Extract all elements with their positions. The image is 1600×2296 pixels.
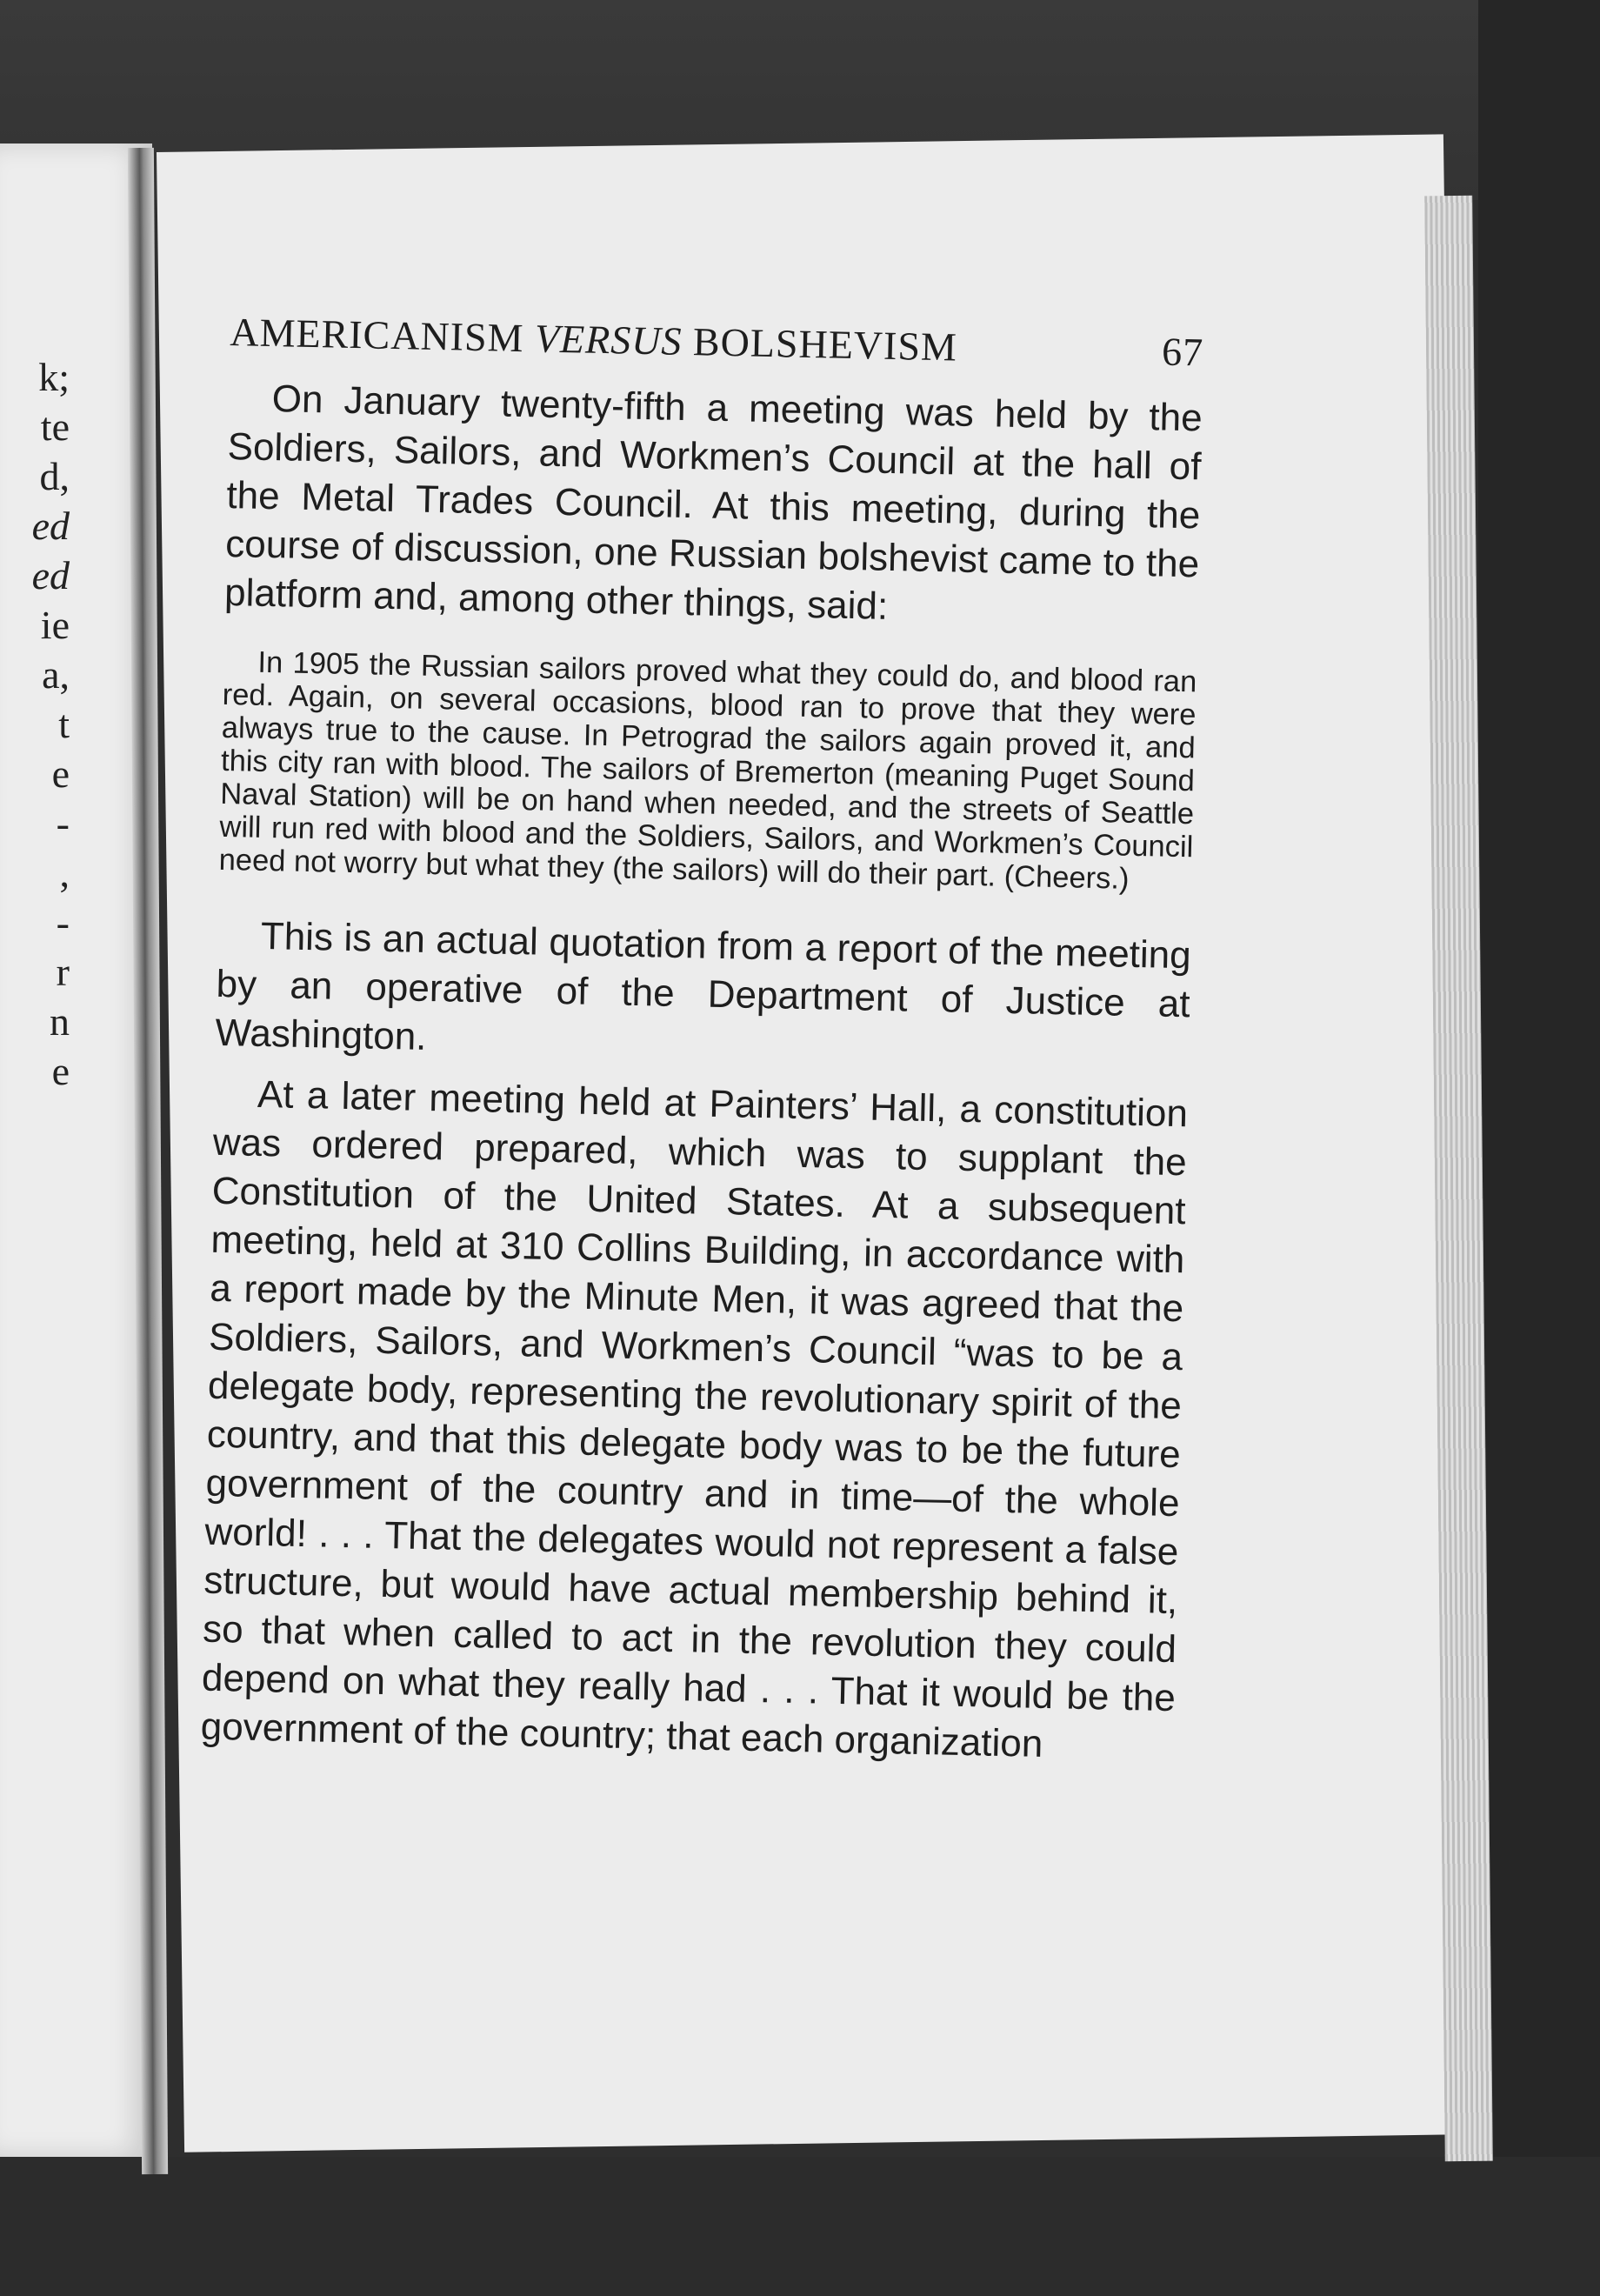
left-fragment: e bbox=[51, 751, 70, 796]
title-italic: VERSUS bbox=[534, 316, 683, 364]
background-bottom bbox=[0, 2157, 1600, 2296]
left-fragment: ed bbox=[31, 504, 70, 548]
page-number: 67 bbox=[1161, 329, 1204, 375]
left-page-text-fragments bbox=[0, 352, 70, 1096]
left-fragment: k; bbox=[38, 355, 70, 399]
left-fragment: r bbox=[56, 950, 70, 994]
title-part-2: BOLSHEVISM bbox=[681, 318, 958, 370]
background-right bbox=[1478, 0, 1600, 2296]
left-fragment: ed bbox=[31, 553, 70, 597]
left-fragment: a, bbox=[42, 652, 70, 697]
paragraph-3: At a later meeting held at Painters’ Hall, a constitution was ordered prepared, which was to supplant the Constitution of the United States. At a subsequent meeting, held at 310 Collins Building, in accordance with a report made by the Minute Men, it was agreed that the Soldiers, Sailors, and Workmen’s Council “was to be a delegate body, representing the revolutionary spirit of the country, and that this delegate body was to be the future government of the country and in time—of the whole world! . . . That the delegates would not represent a false structure, but would have actual membership behind it, so that when called to act in the revolution they could depend on what they really had . . . That it would be the government of the country; that each organization bbox=[200, 1072, 1189, 1765]
left-fragment: - bbox=[56, 900, 70, 944]
title-part-1: AMERICANISM bbox=[229, 309, 536, 361]
left-fragment: t bbox=[58, 702, 70, 746]
page-content bbox=[200, 309, 1203, 1772]
paragraph-2: This is an actual quotation from a report of the meeting by an operative of the Department of Justice at Washington. bbox=[215, 914, 1192, 1058]
left-fragment: e bbox=[51, 1049, 70, 1093]
left-fragment: te bbox=[40, 404, 70, 449]
left-fragment: - bbox=[56, 801, 70, 845]
left-fragment: n bbox=[50, 999, 70, 1044]
block-quote: In 1905 the Russian sailors proved what they could do, and blood ran red. Again, on several occasions, blood ran to prove that they were always true to the cause. In Petrograd the sailors again proved it, and this city ran with blood. The sailors of Bremerton (meaning Puget Sound Naval Station) will be on hand when needed, and the streets of Seattle will run red with blood and the Soldiers, Sailors, and Workmen’s Council need not worry but what they (the sailors) will do their part. (Cheers.) bbox=[218, 645, 1197, 896]
left-fragment: ie bbox=[40, 603, 70, 647]
paragraph-1: On January twenty-fifth a meeting was held by the Soldiers, Sailors, and Workmen’s Council at the hall of the Metal Trades Council. At this meeting, during the course of discussion, one Russian bolshevist came to the platform and, among other things, said: bbox=[223, 377, 1203, 628]
left-fragment: d, bbox=[39, 454, 70, 498]
left-fragment: , bbox=[59, 851, 70, 895]
